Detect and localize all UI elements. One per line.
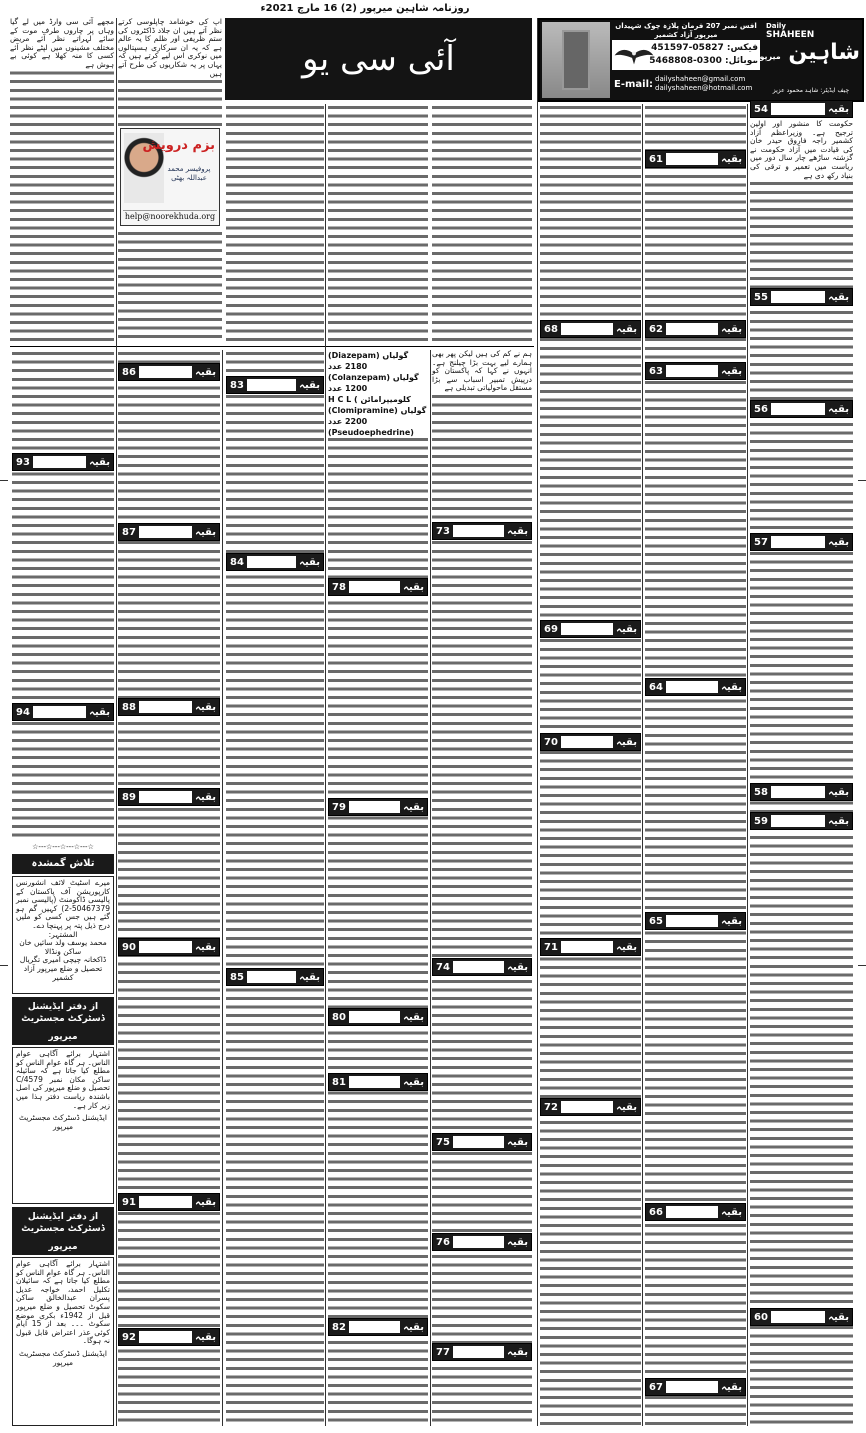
continuation-label: بقیہ [616,623,637,635]
continuation-divider [33,456,86,468]
separator-stars: ☆---☆---☆---☆---☆ [32,843,94,851]
office-notice-signature: ایڈیشنل ڈسٹرکٹ مجسٹریٹ میرپور [19,1348,107,1367]
continuation-box-57 [750,533,853,551]
continuation-label: بقیہ [721,323,742,335]
continuation-divider [349,1076,400,1088]
continuation-label: بقیہ [89,456,110,468]
dateline: روزنامہ شاہین میرپور (2) 16 مارچ 2021ء [260,3,470,14]
continuation-label: بقیہ [195,941,216,953]
missing-signer: تحصیل و ضلع میرپور آزاد کشمیر [23,963,103,982]
column-text [432,104,532,344]
continuation-box-55 [750,288,853,306]
continuation-divider [247,971,296,983]
continuation-number: 71 [544,941,558,953]
column-text-intro: مجھے آئی سی وارڈ میں لے گیا وہاں پر چاروں طرف موت کے سائے لہراتے نظر آئے مریض مختلف مشینوں میں لپٹے نظر آئے کسی کا منہ کھلا ہے کوئی بے ہوش ہے [10,17,114,69]
continuation-label: بقیہ [721,915,742,927]
column-text-intro: آپ کی خوشامد چاپلوسی کرتے نظر آتے ہیں ان جلاد ڈاکٹروں کی ستم ظریفی اور ظلم کا یہ عالم ہے کہ یہ ان سرکاری ہسپتالوں میں نوکری اس لیے کرتے ہیں کہ یہاں پر یہ شکاریوں کی طرح آتے ہیں [118,18,222,78]
continuation-divider [561,323,613,335]
continuation-box-77 [432,1343,532,1361]
continuation-number: 78 [332,581,346,593]
continuation-number: 77 [436,1346,450,1358]
continuation-divider [139,791,192,803]
continuation-label: بقیہ [507,525,528,537]
column-text [226,104,324,344]
continuation-number: 61 [649,153,663,165]
email-label: E-mail: [614,78,654,90]
missing-signer: المشتہر: [48,929,78,939]
office-notice-header [12,1207,114,1255]
drug-item: H C L ( کلومیپرامائن [328,395,411,404]
continuation-divider [349,801,400,813]
continuation-box-61 [645,150,746,168]
monument-photo [542,22,610,98]
drug-item: (Colanzepam) گولیاں 1200 عدد [328,373,419,393]
continuation-label: بقیہ [828,815,849,827]
continuation-divider [139,941,192,953]
continuation-number: 65 [649,915,663,927]
continuation-label: بقیہ [299,971,320,983]
continuation-number: 63 [649,365,663,377]
continuation-label: بقیہ [828,291,849,303]
office-address: آفس نمبر 207 فرمان پلازہ چوک شہیداں میرپور آزاد کشمیر [612,22,760,40]
continuation-box-84 [226,553,324,571]
continuation-label: بقیہ [721,153,742,165]
continuation-divider [771,815,825,827]
missing-signer: محمد یوسف ولد سائیں خان [19,938,107,948]
continuation-number: 62 [649,323,663,335]
continuation-divider [139,366,192,378]
continuation-label: بقیہ [828,403,849,415]
continuation-divider [247,556,296,568]
continuation-box-85 [226,968,324,986]
continuation-label: بقیہ [299,556,320,568]
continuation-box-91 [118,1193,220,1211]
continuation-box-93 [12,453,114,471]
fax-label: فیکس: [726,43,758,53]
continuation-divider [139,526,192,538]
office-notice-city: میرپور [48,1242,78,1252]
missing-notice-text: میرے اسٹیٹ لائف انشورنس کارپوریشن آف پاکستان کے پالیسی ڈاکومنٹ (پالیسی نمبر 50467379-2) کہیں گم ہو گئے ہیں جس کسی کو ملیں درج ذیل پتہ پر پہنچا دے۔ [16,878,110,930]
continuation-label: بقیہ [507,1346,528,1358]
drug-item: (Clomipramine) گولیاں 2200 عدد [328,406,427,426]
continuation-number: 79 [332,801,346,813]
drug-item: (Diazepam) گولیاں 2180 عدد [328,351,409,371]
continuation-box-83 [226,376,324,394]
office-notice-text: اشتہار برائے آگاہی عوام الناس۔ ہر گاہ عوام الناس کو مطلع کیا جاتا ہے کہ سائیلان تکلیل احمد، خواجہ عدیل پسران عبدالخالق ساکن سکوٹ تحصیل و ضلع میرپور قبل از 1942ء بکری موضع سکوٹ ۔۔۔ بعد از 15 ایام کوئی عذر اعتراض قابل قبول نہ ہوگا۔ [16,1259,110,1346]
drug-list [328,350,428,438]
continuation-number: 86 [122,366,136,378]
office-notice-header [12,997,114,1045]
logo-english: SHAHEEN [766,30,815,40]
continuation-divider [349,1011,400,1023]
continuation-box-86 [118,363,220,381]
continuation-box-67 [645,1378,746,1396]
continuation-number: 90 [122,941,136,953]
continuation-box-70 [540,733,641,751]
news-column [645,104,746,1425]
missing-signer: ساکن ونڈالا [44,946,82,956]
continuation-divider [453,525,504,537]
continuation-divider [666,915,718,927]
missing-notice-title: تلاش گمشدہ [12,854,114,874]
eagle-icon [614,43,654,69]
columnist-email[interactable]: help@noorekhuda.org [124,212,216,221]
continuation-box-92 [118,1328,220,1346]
continuation-box-90 [118,938,220,956]
contact-panel [612,22,760,98]
continuation-box-66 [645,1203,746,1221]
news-column [226,350,324,1425]
continuation-label: بقیہ [507,961,528,973]
office-notice-title: از دفتر ایڈیشنل ڈسٹرکٹ مجسٹریٹ [21,1212,105,1234]
continuation-box-75 [432,1133,532,1151]
continuation-label: بقیہ [721,1206,742,1218]
continuation-label: بقیہ [616,1101,637,1113]
continuation-number: 75 [436,1136,450,1148]
continuation-divider [139,701,192,713]
continuation-label: بقیہ [507,1236,528,1248]
continuation-box-76 [432,1233,532,1251]
news-column [118,350,220,1425]
continuation-label: بقیہ [299,379,320,391]
column-text [118,230,222,344]
office-notice-city: میرپور [48,1032,78,1042]
masthead [538,18,864,102]
continuation-label: بقیہ [403,1076,424,1088]
continuation-box-82 [328,1318,428,1336]
continuation-number: 82 [332,1321,346,1333]
continuation-number: 80 [332,1011,346,1023]
continuation-number: 92 [122,1331,136,1343]
office-notice-title: از دفتر ایڈیشنل ڈسٹرکٹ مجسٹریٹ [21,1002,105,1024]
continuation-divider [33,706,86,718]
continuation-divider [666,681,718,693]
continuation-text-54: حکومت کا منشور اور اولین ترجیح ہے۔ وزیراعظم آزاد کشمیر راجہ فاروق حیدر خان کی قیادت میں آزاد حکومت نے گزشتہ ساڑھے چار سال دور میں ریاست میں تعمیر و ترقی کی بنیاد رکھ دی ہے [750,119,853,180]
continuation-number: 69 [544,623,558,635]
continuation-number: 60 [754,1311,768,1323]
continuation-box-72 [540,1098,641,1116]
continuation-divider [561,941,613,953]
continuation-label: بقیہ [195,791,216,803]
drug-item: (Pseudoephedrine) [328,428,414,437]
continuation-divider [453,961,504,973]
column-text [118,18,222,126]
continuation-number: 93 [16,456,30,468]
office-notice-text: اشتہار برائے آگاہی عوام الناس۔ ہر گاہ عوام الناس کو مطلع کیا جاتا ہے کہ سائیلہ ساکن مکان نمبر C/4579 تحصیل و ضلع میرپور کی اصل باشندہ ریاست دفتر ہذا میں زیر کار ہے۔ [16,1049,110,1110]
continuation-divider [771,103,825,115]
newspaper-logo [754,22,860,98]
continuation-label: بقیہ [828,103,849,115]
column-text [10,18,114,344]
office-notice [12,1047,114,1204]
continuation-label: بقیہ [403,1011,424,1023]
continuation-label: بقیہ [403,581,424,593]
continuation-number: 70 [544,736,558,748]
news-column [12,350,114,840]
continuation-number: 68 [544,323,558,335]
columnist-name: پروفیسر محمد عبداللہ بھٹی [167,165,211,182]
continuation-number: 89 [122,791,136,803]
continuation-divider [139,1331,192,1343]
continuation-number: 73 [436,525,450,537]
logo-urdu: شاہین [788,40,860,65]
logo-city: میرپور [754,52,781,61]
continuation-label: بقیہ [195,526,216,538]
missing-notice [12,876,114,994]
continuation-label: بقیہ [828,786,849,798]
continuation-divider [561,623,613,635]
editor-line: چیف ایڈیٹر: شاہد محمود عزیز [772,87,850,94]
continuation-divider [666,1381,718,1393]
continuation-number: 83 [230,379,244,391]
continuation-divider [453,1236,504,1248]
continuation-divider [771,291,825,303]
continuation-label: بقیہ [195,1196,216,1208]
missing-signer: ڈاکخانہ چیچی امیری تگریال [19,955,107,965]
continuation-label: بقیہ [616,941,637,953]
continuation-divider [771,1311,825,1323]
continuation-divider [453,1346,504,1358]
office-notice-signature: ایڈیشنل ڈسٹرکٹ مجسٹریٹ میرپور [19,1113,107,1131]
continuation-number: 76 [436,1236,450,1248]
mobile-number: 0300-5468808 [649,56,722,66]
continuation-number: 64 [649,681,663,693]
column-title: آئی سی یو [302,39,455,79]
continuation-number: 84 [230,556,244,568]
continuation-number: 88 [122,701,136,713]
continuation-divider [771,786,825,798]
continuation-box-87 [118,523,220,541]
continuation-box-64 [645,678,746,696]
email-hotmail[interactable]: dailyshaheen@hotmail.com [655,84,753,92]
continuation-box-68 [540,320,641,338]
continuation-divider [561,1101,613,1113]
continuation-number: 72 [544,1101,558,1113]
continuation-box-63 [645,362,746,380]
continuation-divider [666,323,718,335]
continuation-number: 81 [332,1076,346,1088]
continuation-number: 74 [436,961,450,973]
columnist-box [120,128,220,226]
office-notice [12,1257,114,1426]
continuation-box-58 [750,783,853,801]
continuation-divider [561,736,613,748]
continuation-number: 91 [122,1196,136,1208]
continuation-label: بقیہ [195,1331,216,1343]
continuation-box-59 [750,812,853,830]
continuation-divider [453,1136,504,1148]
continuation-number: 85 [230,971,244,983]
continuation-number: 56 [754,403,768,415]
continuation-box-54 [750,100,853,118]
fax-number: 05827-451597 [651,43,724,53]
continuation-divider [771,536,825,548]
column-series-name: بزم درویش [142,138,215,153]
continuation-box-56 [750,400,853,418]
continuation-number: 57 [754,536,768,548]
continuation-box-79 [328,798,428,816]
continuation-box-80 [328,1008,428,1026]
continuation-label: بقیہ [721,365,742,377]
news-column [750,120,853,1425]
continuation-label: بقیہ [828,1311,849,1323]
continuation-divider [666,365,718,377]
continuation-divider [349,581,400,593]
continuation-number: 58 [754,786,768,798]
continuation-number: 67 [649,1381,663,1393]
continuation-label: بقیہ [403,801,424,813]
continuation-box-74 [432,958,532,976]
continuation-number: 54 [754,103,768,115]
logo-daily: Daily [766,22,786,30]
continuation-label: بقیہ [721,1381,742,1393]
column-title-banner [225,18,532,100]
continuation-divider [666,153,718,165]
continuation-number: 55 [754,291,768,303]
continuation-label: بقیہ [89,706,110,718]
continuation-box-81 [328,1073,428,1091]
continuation-box-88 [118,698,220,716]
continuation-box-71 [540,938,641,956]
continuation-box-69 [540,620,641,638]
continuation-label: بقیہ [507,1136,528,1148]
continuation-divider [771,403,825,415]
continuation-box-78 [328,578,428,596]
news-column [540,104,641,1425]
continuation-number: 87 [122,526,136,538]
news-column [328,350,428,1425]
news-column [432,350,532,1425]
continuation-divider [349,1321,400,1333]
continuation-label: بقیہ [195,701,216,713]
continuation-box-65 [645,912,746,930]
continuation-label: بقیہ [616,736,637,748]
mobile-label: موبائل: [725,56,758,66]
continuation-divider [666,1206,718,1218]
continuation-box-89 [118,788,220,806]
continuation-box-62 [645,320,746,338]
continuation-divider [247,379,296,391]
continuation-label: بقیہ [616,323,637,335]
continuation-box-60 [750,1308,853,1326]
continuation-label: بقیہ [721,681,742,693]
continuation-divider [139,1196,192,1208]
continuation-box-73 [432,522,532,540]
continuation-number: 59 [754,815,768,827]
continuation-label: بقیہ [403,1321,424,1333]
continuation-label: بقیہ [828,536,849,548]
column-text [328,104,428,344]
continuation-number: 66 [649,1206,663,1218]
continuation-number: 94 [16,706,30,718]
continuation-label: بقیہ [195,366,216,378]
email-gmail[interactable]: dailyshaheen@gmail.com [655,75,746,83]
mid-column-snippet: ہم نے کم کی ہیں لیکن پھر بھی ہمارے لیے بہت بڑا چیلنج ہے۔ انہوں نے کہا کہ پاکستان کو درپیش تمبیر اسباب سے بڑا مستقل ماحولیاتی تبدیلی ہے [432,349,532,393]
continuation-box-94 [12,703,114,721]
